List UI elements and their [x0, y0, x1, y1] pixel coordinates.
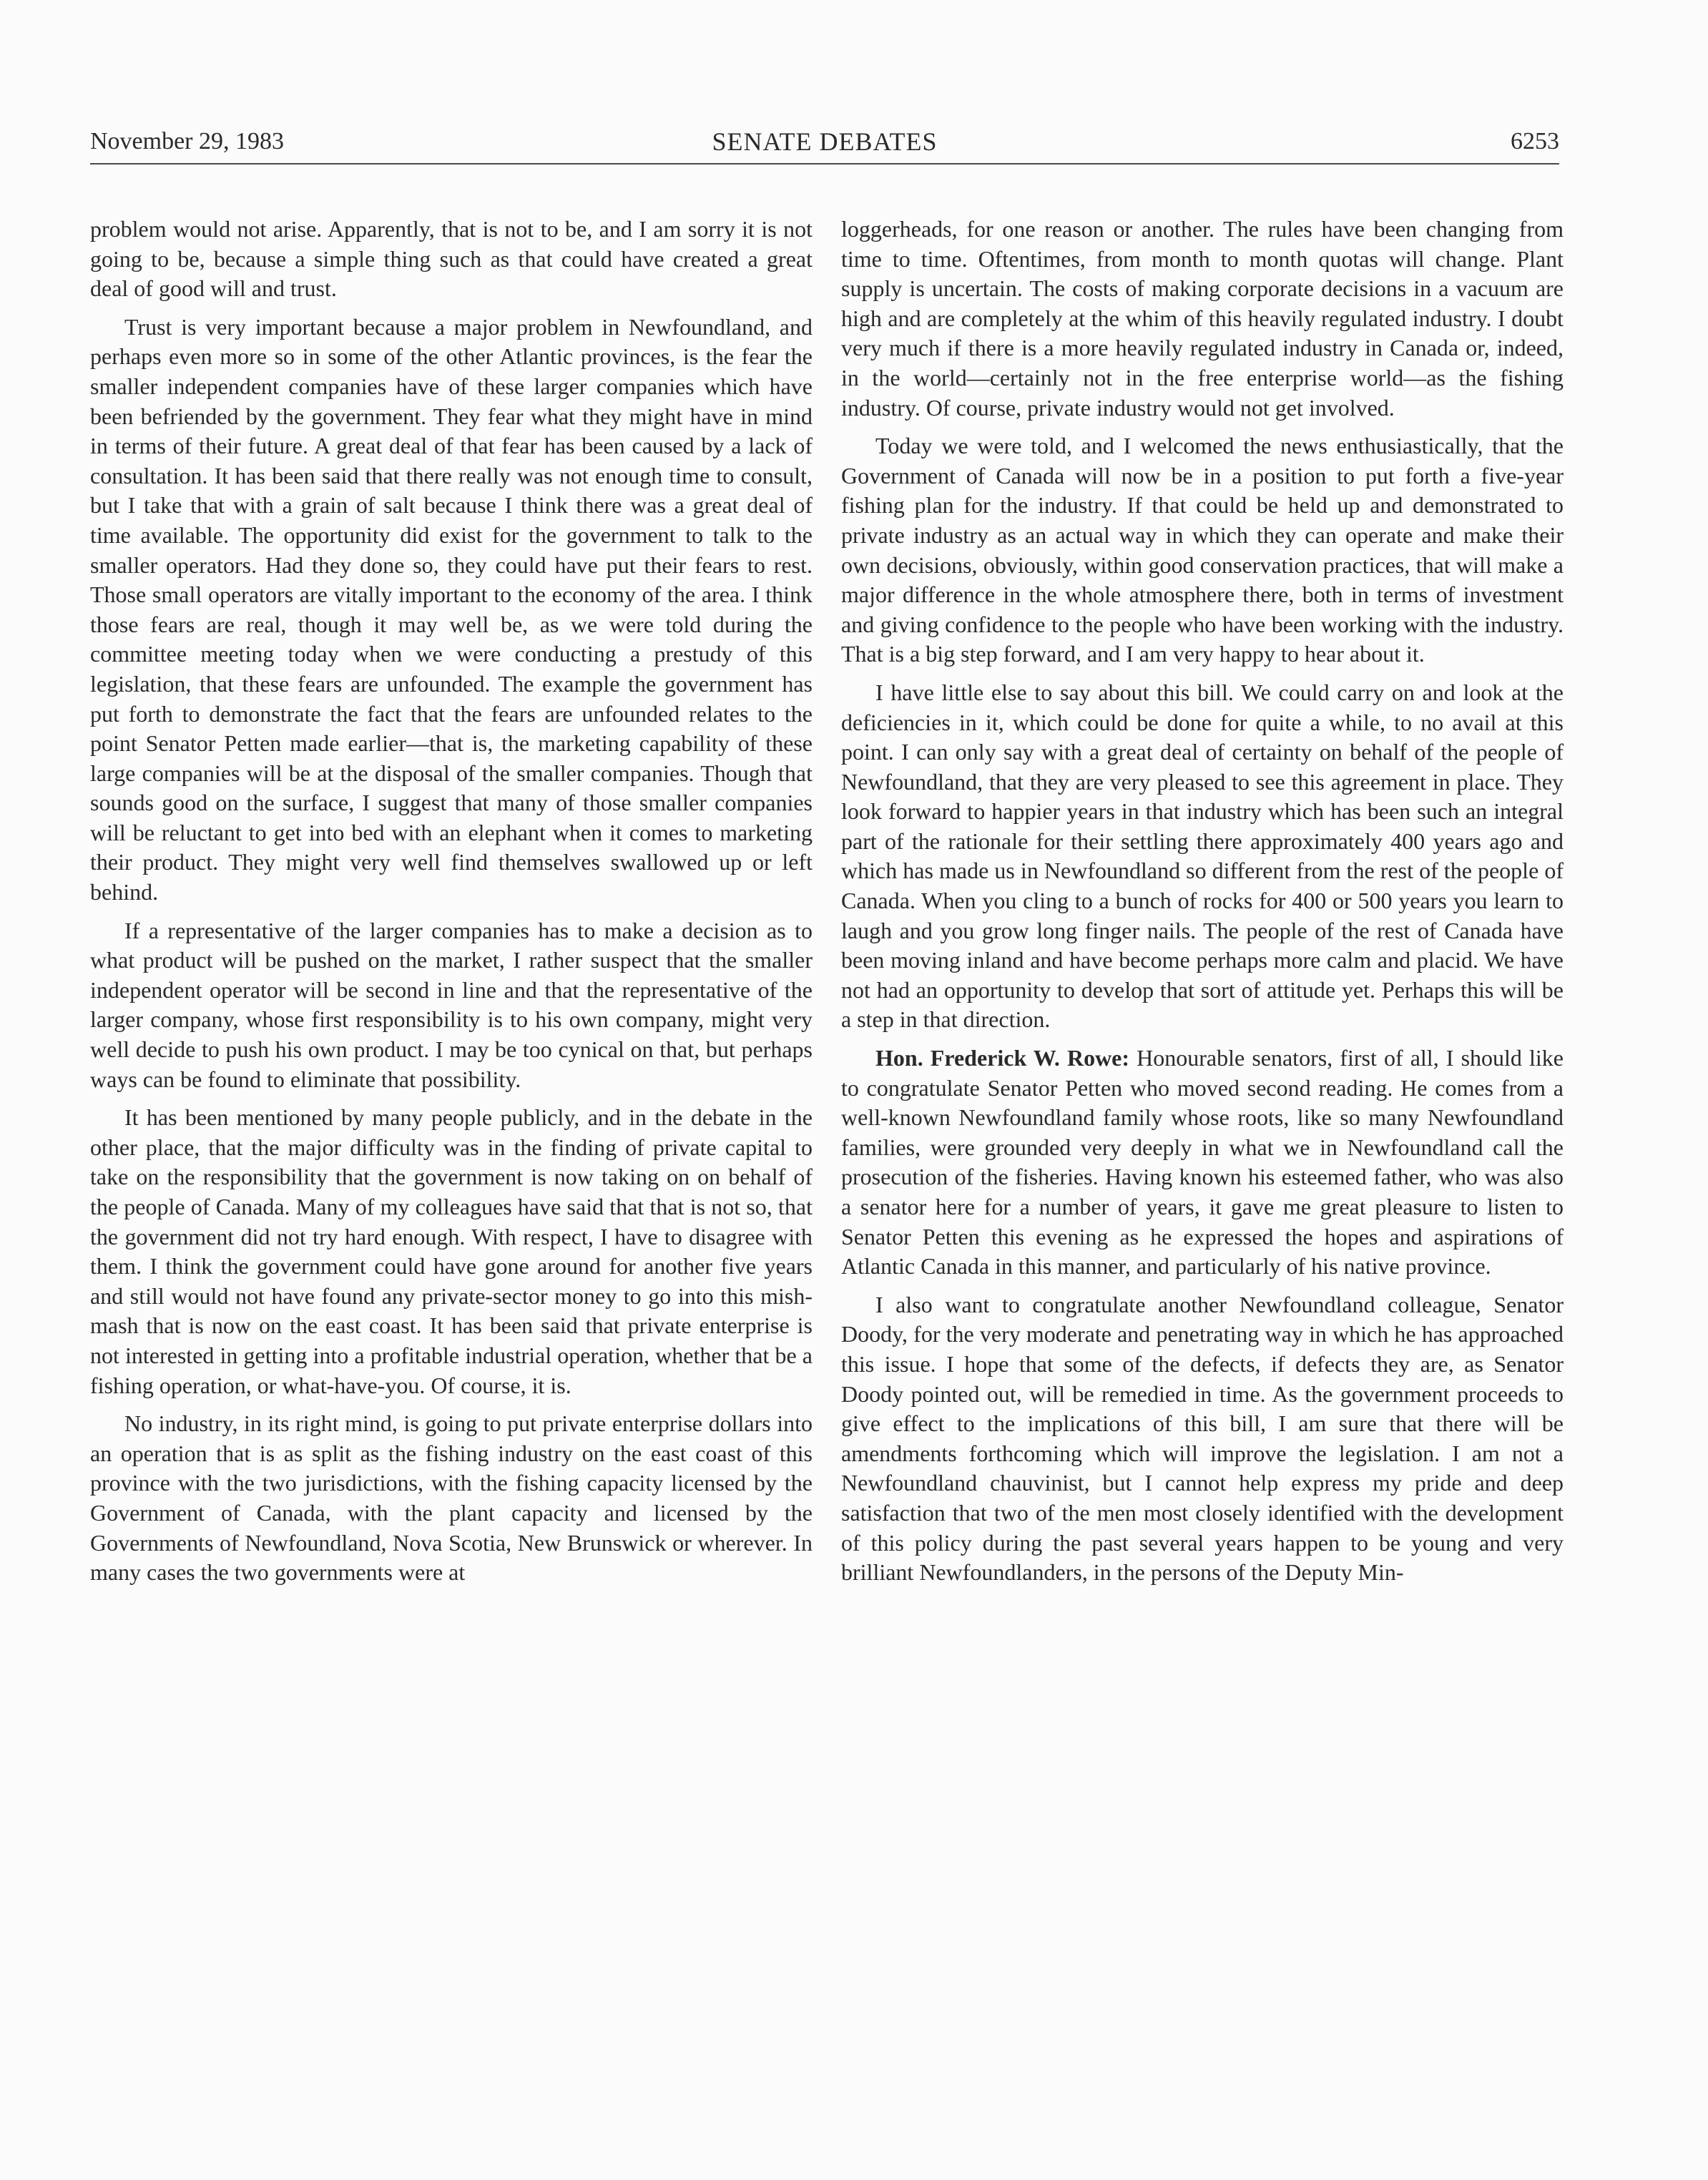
speaker-name: Hon. Frederick W. Rowe: [875, 1045, 1130, 1071]
paragraph: problem would not arise. Apparently, that is not to be, and I am sorry it is not going to be, because a simple thing such as that could have created a great deal of good will and trust. [90, 216, 813, 302]
paragraph: Today we were told, and I welcomed the news enthusiastically, that the Government of Canada will now be in a position to put forth a five-year fishing plan for the industry. If that could be held up and demonstrated to private industry as an actual way in which they can operate and make their own decisions, obviously, within good conservation practices, that will make a major difference in the whole atmosphere there, both in terms of investment and giving confidence to the people who have been working with the industry. That is a big step forward, and I am very happy to hear about it. [841, 433, 1564, 667]
paragraph: If a representative of the larger companies has to make a decision as to what product will be pushed on the market, I rather suspect that the smaller independent operator will be second in line and that the representative of the larger company, whose first responsibility is to his own company, might very well decide to push his own product. I may be too cynical on that, but perhaps ways can be found to eliminate that possibility. [90, 917, 813, 1092]
header-page-number: 6253 [1511, 128, 1559, 154]
paragraph: No industry, in its right mind, is going to put private enterprise dollars into an operation that is as split as the fishing industry on the east coast of this province with the two jurisdictions, with the fishing capacity licensed by the Government of Canada, with the plant capacity and licensed by the Governments of Newfoundland, Nova Scotia, New Brunswick or wherever. In many cases the two governments were at [90, 1410, 813, 1586]
speech-paragraph [841, 1044, 1564, 1282]
paragraph: It has been mentioned by many people publicly, and in the debate in the other place, that the major difficulty was in the finding of private capital to take on the responsibility that the government is now taking on on behalf of the people of Canada. Many of my colleagues have said that that is not so, that the government did not try hard enough. With respect, I have to disagree with them. I think the government could have gone around for another five years and still would not have found any private-sector money to go into this mish-mash that is now on the east coast. It has been said that private enterprise is not interested in getting into a profitable industrial operation, whether that be a fishing operation, or what-have-you. Of course, it is. [90, 1104, 813, 1398]
speech-text: Honourable senators, first of all, I should like to congratulate Senator Petten who moved second reading. He comes from a well-known Newfoundland family whose roots, like so many Newfoundland families, were grounded very deeply in what we in Newfoundland call the prosecution of the fisheries. Having known his esteemed father, who was also a senator here for a number of years, it gave me great pleasure to listen to Senator Petten this evening as he expressed the hopes and aspirations of Atlantic Canada in this manner, and particularly of his native province. [841, 1045, 1564, 1280]
header-date: November 29, 1983 [90, 128, 285, 154]
paragraph: Trust is very important because a major problem in Newfoundland, and perhaps even more so in some of the other Atlantic provinces, is the fear the smaller independent companies have of these larger companies which have been befriended by the government. They fear what they might have in mind in terms of their future. A great deal of that fear has been caused by a lack of consultation. It has been said that there really was not enough time to consult, but I take that with a grain of salt because I think there was a great deal of time available. The opportunity did exist for the government to talk to the smaller operators. Had they done so, they could have put their fears to rest. Those small operators are vitally important to the economy of the area. I think those fears are real, though it may well be, as we were told during the committee meeting today when we were conducting a prestudy of this legislation, that these fears are unfounded. The example the government has put forth to demonstrate the fact that the fears are unfounded relates to the point Senator Petten made earlier—that is, the marketing capability of these large companies will be at the disposal of the smaller companies. Though that sounds good on the surface, I suggest that many of those smaller companies will be reluctant to get into bed with an elephant when it comes to marketing their product. They might very well find themselves swallowed up or left behind. [90, 313, 813, 905]
header-title: SENATE DEBATES [712, 127, 938, 156]
left-column [90, 215, 813, 1596]
paragraph: I have little else to say about this bill. We could carry on and look at the deficiencies in it, which could be done for quite a while, to no avail at this point. I can only say with a great deal of certainty on behalf of the people of Newfoundland, that they are very pleased to see this agreement in place. They look forward to happier years in that industry which has been such an integral part of the rationale for their settling there approximately 400 years ago and which has made us in Newfoundland so different from the rest of the people of Canada. When you cling to a bunch of rocks for 400 or 500 years you learn to laugh and you grow long finger nails. The people of the rest of Canada have been moving inland and have become perhaps more calm and placid. We have not had an opportunity to develop that sort of attitude yet. Perhaps this will be a step in that direction. [841, 679, 1564, 1033]
right-column [841, 215, 1564, 1596]
running-header [90, 126, 1559, 165]
paragraph: loggerheads, for one reason or another. The rules have been changing from time to time. Oftentimes, from month to month quotas will change. Plant supply is uncertain. The costs of making corporate decisions in a vacuum are high and are completely at the whim of this heavily regulated industry. I doubt very much if there is a more heavily regulated industry in Canada or, indeed, in the world—certainly not in the free enterprise world—as the fishing industry. Of course, private industry would not get involved. [841, 216, 1564, 421]
paragraph: I also want to congratulate another Newfoundland colleague, Senator Doody, for the very moderate and penetrating way in which he has approached this issue. I hope that some of the defects, if defects they are, as Senator Doody pointed out, will be remedied in time. As the government proceeds to give effect to the implications of this bill, I am sure that there will be amendments forthcoming which will improve the legislation. I am not a Newfoundland chauvinist, but I cannot help express my pride and deep satisfaction that two of the men most closely identified with the development of this policy during the past several years happen to be young and very brilliant Newfoundlanders, in the persons of the Deputy Min- [841, 1291, 1564, 1586]
